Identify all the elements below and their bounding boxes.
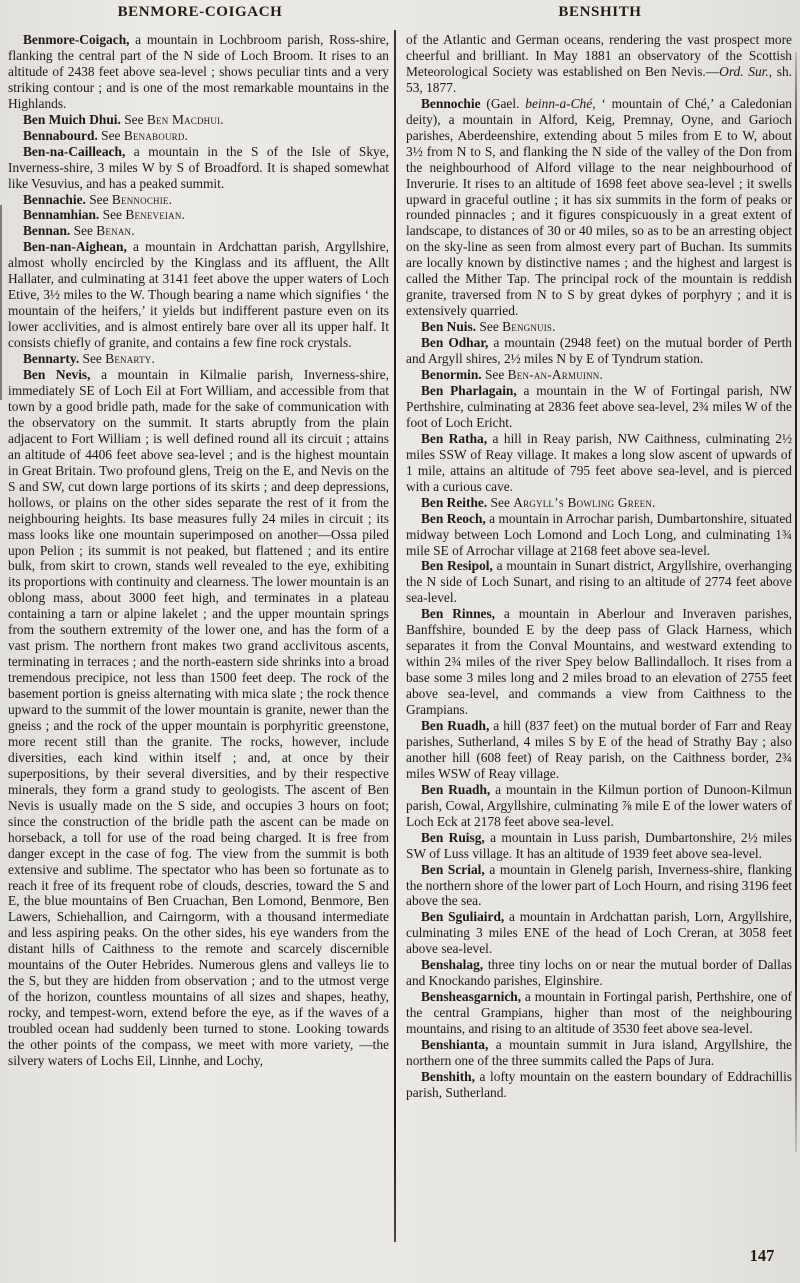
entry-segment-bold: Benormin.	[421, 367, 482, 383]
entry-segment-bold: Ben Ruadh,	[421, 717, 490, 733]
entry-segment-normal: See	[120, 111, 147, 127]
entry-segment-bold: Ben Nevis,	[23, 367, 91, 383]
gazetteer-entry	[406, 909, 792, 957]
entry-segment-bold: Bennabourd.	[23, 127, 98, 143]
entry-segment-bold: Ben Reoch,	[421, 510, 486, 526]
running-heads	[0, 4, 800, 21]
entry-segment-normal: a mountain in Luss parish, Dumbartonshire, 2½ miles SW of Luss village. It has an altitude of 1939 feet above sea-level.	[406, 829, 792, 861]
gazetteer-entry	[8, 239, 389, 351]
entry-segment-bold: Benshith,	[421, 1068, 475, 1084]
entry-segment-normal: See	[99, 207, 126, 223]
entry-segment-normal: a mountain in the S of the Isle of Skye, Inverness-shire, 3 miles W by S of Broadford. It is shaped somewhat like Vesuvius, and has a peaked summit.	[8, 143, 389, 191]
entry-segment-bold: Ben Nuis.	[421, 319, 477, 335]
entry-segment-normal: , ‘ mountain of Ché,’ a Caledonian deity), a mountain in Alford, Keig, Premnay, Oyne, and Garioch parishes, Aberdeenshire, extending about 5 miles from E to W, about 3½ from N to S, and flanking the N side of the valley of the Don from the neighbourhood of Alford village to the near neighbourhood of Inverurie. It rises to an altitude of 1698 feet above sea-level ; it swells upward in graceful outline ; it has six summits in the form of peaks or rounded pinnacles ; and it figures conspicuously in a great extent of landscape, to distances of 30 or 40 miles, so as to be an arresting object on the sky-line as seen from almost every part of Buchan. Its summits are locally known by distinctive names ; and the highest and largest is called the Mither Tap. The principal rock of the mountain is reddish granite, traversed from N to S by great dykes of porphyry ; and it is extensively quarried.	[406, 95, 792, 319]
entry-segment-bold: Ben Odhar,	[421, 335, 489, 351]
left-column	[8, 32, 389, 1248]
entry-segment-bold: Bennachie.	[23, 191, 86, 207]
entry-segment-normal: a mountain in the Kilmun portion of Dunoon-Kilmun parish, Cowal, Argyllshire, culminating ⅞ mile E of the lower waters of Loch Eck at 2178 feet above sea-level.	[406, 781, 792, 829]
entry-segment-bold: Ben-nan-Aighean,	[23, 239, 127, 255]
gazetteer-entry	[406, 830, 792, 862]
entry-segment-smallcaps: Ben Macdhui.	[146, 111, 224, 127]
gazetteer-entry	[406, 431, 792, 495]
entry-segment-normal: (Gael.	[480, 95, 526, 111]
entry-segment-normal: a mountain in Glenelg parish, Inverness-shire, flanking the northern shore of the lower part of Loch Hourn, and rising 3196 feet above the sea.	[406, 861, 792, 909]
gazetteer-entry	[406, 1069, 792, 1101]
entry-segment-bold: Ben Sguliaird,	[421, 909, 505, 925]
entry-segment-bold: Bennarty.	[23, 351, 80, 367]
entry-segment-bold: Ben-na-Cailleach,	[23, 143, 126, 159]
entry-segment-normal: See	[481, 367, 508, 383]
scan-edge-artifact	[0, 205, 2, 400]
entry-segment-bold: Ben Resipol,	[421, 558, 493, 574]
gazetteer-entry	[8, 128, 389, 144]
entry-segment-smallcaps: Beneveian.	[125, 207, 186, 223]
entry-segment-bold: Ben Ruadh,	[421, 781, 491, 797]
entry-segment-normal: a mountain in Arrochar parish, Dumbartonshire, situated midway between Loch Lomond and Loch Long, and culminating 1¾ mile SE of Arrochar village at 2168 feet above sea-level.	[406, 510, 792, 558]
entry-segment-normal: a hill in Reay parish, NW Caithness, culminating 2½ miles SSW of Reay village. It makes a long slow ascent of upwards of 1 mile, attains an altitude of 795 feet above sea-level, and is pierced with a curious cave.	[406, 430, 792, 494]
entry-segment-bold: Ben Ratha,	[421, 430, 488, 446]
entry-segment-normal: a mountain in Aberlour and Inveraven parishes, Banffshire, bounded E by the deep pass of Glack Harness, which separates it from the Conval Mountains, and westward extending to within 2¾ miles of the river Spey below Ballindalloch. It rises from a base some 3 miles long and 2 miles broad to an elevation of 2755 feet above sea-level, and commands a view from Caithness to the Grampians.	[406, 606, 792, 718]
gazetteer-entry	[8, 223, 389, 239]
entry-segment-normal: a mountain in Fortingal parish, Perthshire, one of the central Grampians, higher than most of the neighbouring mountains, and rising to an altitude of 3530 feet above sea-level.	[406, 989, 792, 1037]
gazetteer-entry	[406, 718, 792, 782]
gazetteer-entry	[8, 112, 389, 128]
continuation-paragraph	[406, 32, 792, 96]
entry-segment-normal: a hill (837 feet) on the mutual border of Farr and Reay parishes, Sutherland, 4 miles S by E of the head of Strathy Bay ; also another hill (608 feet) of Reay parish, on the Caithness border, 2¾ miles WSW of Reay village.	[406, 717, 792, 781]
entry-segment-normal: , sh. 53, 1877.	[406, 63, 792, 95]
column-divider-rule	[394, 30, 396, 1242]
running-head-right: BENSHITH	[558, 4, 642, 20]
page-number: 147	[749, 1246, 775, 1265]
gazetteer-entry	[406, 862, 792, 910]
gazetteer-entry	[8, 207, 389, 223]
gazetteer-entry	[406, 1037, 792, 1069]
entry-segment-normal: a mountain in Ardchattan parish, Argyllshire, almost wholly encircled by the Kinglass and its affluent, the Allt Hallater, and culminating at 3141 feet above the upper waters of Loch Etive, 3½ miles to the W. Though bearing a name which signifies ‘ the mountain of the heifers,’ it yields but indifferent pasture even on its lower acclivities, and is almost entirely bare over all its upper half. It consists chiefly of granite, and contains a few fine rock crystals.	[8, 239, 389, 351]
gazetteer-entry	[406, 558, 792, 606]
entry-segment-bold: Ben Reithe.	[421, 494, 488, 510]
entry-segment-normal: See	[487, 494, 514, 510]
entry-segment-bold: Benmore-Coigach,	[23, 32, 130, 47]
entry-segment-bold: Ben Muich Dhui.	[23, 111, 121, 127]
gazetteer-entry	[406, 319, 792, 335]
gazetteer-entry	[406, 495, 792, 511]
entry-segment-italic: beinn-a-Ché	[525, 95, 593, 111]
entry-segment-smallcaps: Benabourd.	[123, 127, 189, 143]
entry-segment-bold: Ben Pharlagain,	[421, 382, 517, 398]
entry-segment-normal: a mountain in the W of Fortingal parish, NW Perthshire, culminating at 2836 feet above sea-level, 2¾ miles W of the foot of Loch Ericht.	[406, 382, 792, 430]
entry-segment-normal: See	[97, 127, 124, 143]
gazetteer-entry	[8, 32, 389, 112]
gazetteer-entry	[8, 192, 389, 208]
gazetteer-entry	[406, 511, 792, 559]
entry-segment-normal: See	[476, 319, 503, 335]
entry-segment-italic: Ord. Sur.	[719, 63, 769, 79]
gazetteer-entry	[406, 335, 792, 367]
entry-segment-normal: a mountain summit in Jura island, Argyllshire, the northern one of the three summits called the Paps of Jura.	[406, 1037, 792, 1068]
entry-segment-smallcaps: Bengnuis.	[502, 319, 556, 335]
running-head-left: BENMORE-COIGACH	[117, 4, 283, 20]
gazetteer-entry	[406, 383, 792, 431]
entry-segment-normal: See	[70, 223, 97, 239]
entry-segment-smallcaps: Benarty.	[105, 351, 156, 367]
gazetteer-entry	[406, 367, 792, 383]
gazetteer-entry	[8, 351, 389, 367]
entry-segment-smallcaps: Argyll’s Bowling Green.	[513, 494, 656, 510]
entry-segment-normal: of the Atlantic and German oceans, rendering the vast prospect more cheerful and brilliant. In May 1881 an observatory of the Scottish Meteorological Society was established on Ben Nevis.—	[406, 32, 792, 79]
entry-segment-smallcaps: Ben-an-Armuinn.	[507, 367, 604, 383]
entry-segment-normal: See	[85, 191, 112, 207]
gazetteer-entry	[8, 144, 389, 192]
entry-segment-normal: a mountain in Sunart district, Argyllshire, overhanging the N side of Loch Sunart, and rising to an altitude of 2774 feet above sea-level.	[406, 558, 792, 606]
gazetteer-entry	[406, 989, 792, 1037]
entry-segment-normal: a mountain in Ardchattan parish, Lorn, Argyllshire, culminating 3 miles ENE of the head of Loch Creran, at 3058 feet above sea-level.	[406, 909, 792, 957]
entry-segment-smallcaps: Benan.	[96, 223, 135, 239]
entry-segment-normal: See	[79, 351, 106, 367]
entry-segment-bold: Benshalag,	[421, 957, 484, 973]
entry-segment-bold: Bensheasgarnich,	[421, 989, 522, 1005]
entry-segment-normal: a mountain (2948 feet) on the mutual border of Perth and Argyll shires, 2½ miles N by E of Tyndrum station.	[406, 335, 792, 367]
entry-segment-bold: Benshianta,	[421, 1037, 489, 1053]
entry-segment-bold: Bennan.	[23, 223, 71, 239]
entry-segment-bold: Ben Scrial,	[421, 861, 485, 877]
gazetteer-entry	[406, 957, 792, 989]
entry-segment-normal: a mountain in Kilmalie parish, Inverness-shire, immediately SE of Loch Eil at Fort William, and accessible from that town by a good bridle path, made for the sake of communication with the observatory on the summit. It starts abruptly from the plain adjacent to Fort William ; is well defined round all its circuit ; attains an altitude of 4406 feet above sea-level ; and is the highest mountain in Great Britain. Two profound glens, Treig on the E, and Nevis on the S and SW, cut down large portions of its skirts ; and deep depressions, hollows, or plains on the other sides separate the rest of it from the neighbouring heights. Its base measures fully 24 miles in circuit ; its mass looks like one mountain superimposed on another—Ossa piled upon Pelion ; its summit is not peaked, but flattened ; and its entire bulk, from skirt to crown, stands well revealed to the eye, exhibiting its proportions with continuity and clearness. The lower mountain is an oblong mass, about 3000 feet high, and terminates in a plateau containing a tarn or alpine lakelet ; and the upper mountain springs from the southern extremity of the lower one, and has the form of a vast prism. The northern front makes two grand acclivitous ascents, terminating in terraces ; and the north-eastern side shrinks into a broad tremendous precipice, not less than 1500 feet deep. The rock of the basement portion is gneiss alternating with mica slate ; the rock thence upward to the summit of the lower mountain is granite, newer than the gneiss ; and the rock of the upper mountain is porphyritic greenstone, more recent still than the granite. The rocks, however, include diversities, each kind within itself ; and, at once by their superpositions, by their several diversities, and by their respective minerals, they form a grand study to geologists. The ascent of Ben Nevis is usually made on the S side, and occupies 3 hours on foot; since the construction of the bridle path the ascent can be made on horseback, a toll for use of the road being charged. It is free from danger except in the case of fog. The view from the summit is both extensive and sublime. The spectator who has been so fortunate as to reach it free of its frequent robe of clouds, descries, toward the S and E, the blue mountains of Ben Cruachan, Ben Lomond, Benmore, Ben Lawers, Schiehallion, and Cairngorm, with a thousand intermediate and less aspiring peaks. On the other sides, his eye wanders from the distant hills of Caithness to the remote and scarcely discernible mountains of the Outer Hebrides. Numerous glens and valleys lie to the S, but they are hidden from observation ; and to the utmost verge of the horizon, countless mountains of all sizes and shapes, heathy, rocky, and tempest-worn, extend before the eye, as if the waves of a troubled ocean had suddenly been turned to stone. Looking towards the other points of the compass, we meet with more variety, —the silvery waters of Lochs Eil, Linnhe, and Lochy,	[8, 367, 389, 1068]
gazetteer-entry	[406, 96, 792, 319]
entry-segment-bold: Ben Ruisg,	[421, 829, 485, 845]
entry-segment-normal: three tiny lochs on or near the mutual border of Dallas and Knockando parishes, Elginshire.	[406, 957, 792, 989]
gazetteer-entry	[406, 606, 792, 718]
entry-segment-smallcaps: Bennochie.	[111, 191, 173, 207]
entry-segment-bold: Bennamhian.	[23, 207, 100, 223]
page-edge-rule	[795, 52, 797, 1152]
right-column	[406, 32, 792, 1248]
entry-segment-bold: Bennochie	[421, 95, 481, 111]
entry-segment-bold: Ben Rinnes,	[421, 606, 496, 622]
entry-segment-normal: a mountain in Lochbroom parish, Ross-shire, flanking the central part of the N side of Loch Broom. It rises to an altitude of 2438 feet above sea-level ; shows peculiar tints and a very striking contour ; and is one of the most remarkable mountains in the Highlands.	[8, 32, 389, 111]
entry-segment-normal: a lofty mountain on the eastern boundary of Eddrachillis parish, Sutherland.	[406, 1068, 792, 1100]
gazetteer-entry	[406, 782, 792, 830]
gazetteer-entry	[8, 367, 389, 1069]
